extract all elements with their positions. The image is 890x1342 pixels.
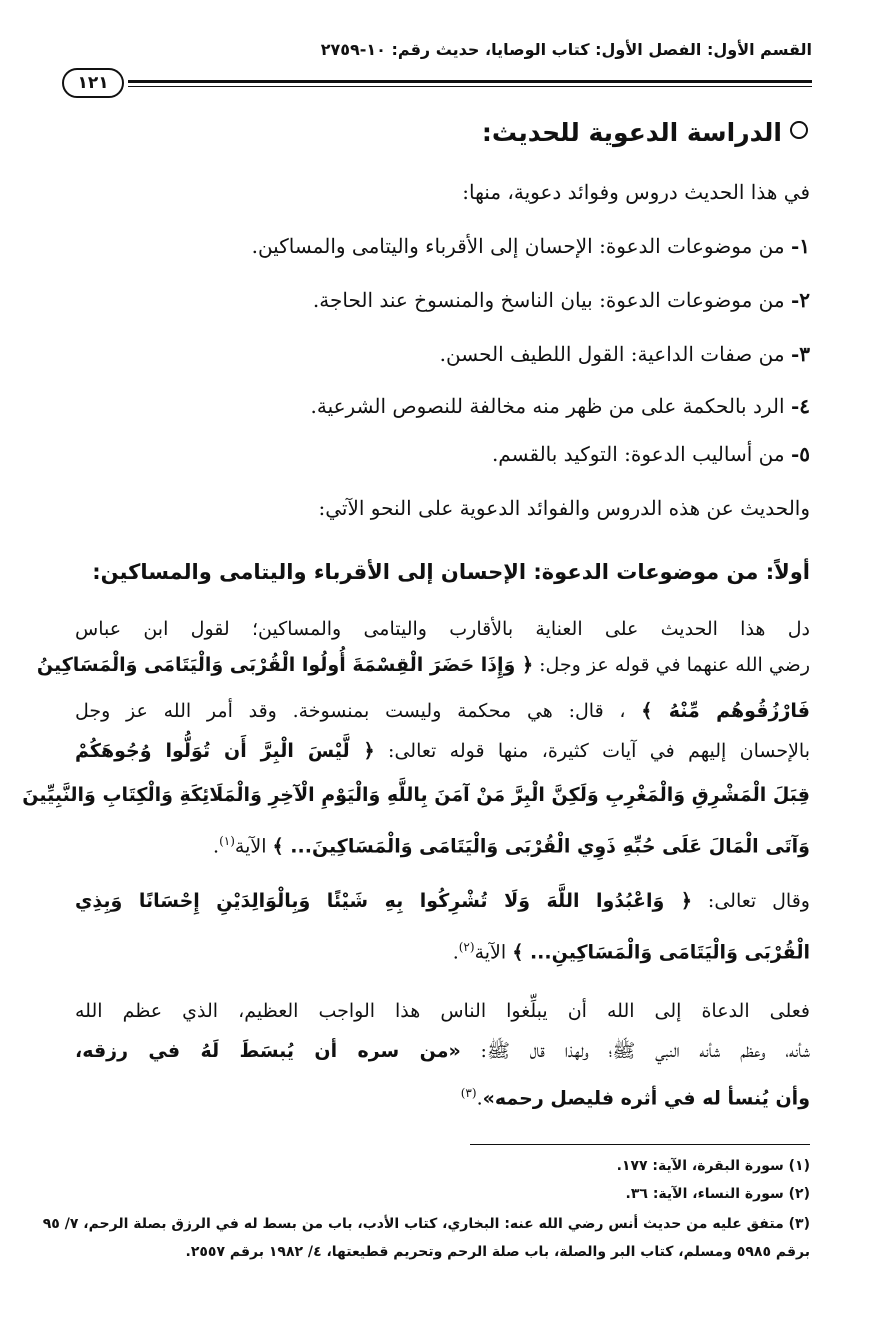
footnote-marker: (١)	[219, 834, 235, 848]
verse-ref-label: الآية	[474, 941, 507, 964]
list-item-number: ٢-	[790, 288, 810, 312]
para2-line2: الْقُرْبَى وَالْيَتَامَى وَالْمَسَاكِينِ... ﴾ الآية$^{(٢)}$.	[452, 940, 810, 964]
quran-verse: فَارْزُقُوهُم مِّنْهُ ﴾	[641, 700, 810, 722]
list-item-text: من صفات الداعية: القول اللطيف الحسن.	[439, 342, 785, 366]
list-item	[70, 342, 810, 366]
para3-line2-text: شأنه، وعظم شأنه النبي ﷺ؛ ولهذا قال ﷺ:	[480, 1040, 810, 1062]
footnote-marker: (٢)	[458, 940, 475, 954]
intro-line: في هذا الحديث دروس وفوائد دعوية، منها:	[462, 180, 810, 204]
footnote: (٣) متفق عليه من حديث أنس رضي الله عنه: البخاري، كتاب الأدب، باب من بسط له في الرزق بصلة الرحم، ٧/ ٩٥	[42, 1216, 810, 1232]
para1-line4	[75, 736, 810, 766]
list-item-number: ٤-	[790, 394, 810, 418]
para2-line1-text: وقال تعالى:	[707, 890, 810, 912]
quran-verse: ﴿ وَإِذَا حَضَرَ الْقِسْمَةَ أُولُوا الْقُرْبَى وَالْيَتَامَى وَالْمَسَاكِينُ	[36, 654, 534, 676]
footnote: (١) سورة البقرة، الآية: ١٧٧.	[616, 1158, 810, 1174]
list-item-text: الرد بالحكمة على من ظهر منه مخالفة للنصوص الشرعية.	[310, 394, 785, 418]
para2-line1	[75, 886, 810, 916]
para1-line3	[75, 696, 810, 726]
section-heading	[88, 118, 808, 147]
footnote-marker: (٣)	[460, 1086, 477, 1100]
page-number: ١٢١	[62, 68, 124, 98]
para1-line2-text: رضي الله عنهما في قوله عز وجل:	[539, 654, 810, 676]
quran-verse: ﴿ لَّيْسَ الْبِرَّ أَن تُوَلُّوا وُجُوهَكُمْ	[75, 740, 375, 762]
list-item-number: ١-	[790, 234, 810, 258]
header-rule-thin	[128, 86, 812, 87]
running-head: القسم الأول: الفصل الأول: كتاب الوصايا، حديث رقم: ١٠-٢٧٥٩	[320, 40, 812, 59]
list-item	[70, 394, 810, 418]
list-item-number: ٥-	[790, 442, 810, 466]
list-item-text: من أساليب الدعوة: التوكيد بالقسم.	[491, 442, 785, 466]
para3-line1: فعلى الدعاة إلى الله أن يبلِّغوا الناس هذا الواجب العظيم، الذي عظم الله	[75, 1000, 810, 1022]
list-item	[70, 442, 810, 466]
hadith-quote: «من سره أن يُبسَطَ لَهُ في رزقه،	[75, 1040, 461, 1062]
list-item-text: من موضوعات الدعوة: الإحسان إلى الأقرباء واليتامى والمساكين.	[251, 234, 785, 258]
verse-ref-label: الآية	[234, 835, 267, 858]
footnote: (٢) سورة النساء، الآية: ٣٦.	[625, 1186, 810, 1202]
para1-line2	[36, 650, 810, 680]
para1-line3-text: ، قال: هي محكمة وليست بمنسوخة. وقد أمر الله عز وجل	[75, 700, 626, 722]
footnote: برقم ٥٩٨٥ ومسلم، كتاب البر والصلة، باب صلة الرحم وتحريم قطيعتها، ٤/ ١٩٨٢ برقم ٢٥٥٧.	[185, 1244, 810, 1260]
list-item-text: من موضوعات الدعوة: بيان الناسخ والمنسوخ عند الحاجة.	[312, 288, 785, 312]
para3-line3: وأن يُنسأ له في أثره فليصل رحمه».$^{(٣)}$	[460, 1086, 810, 1110]
para3-line2	[75, 1036, 810, 1066]
list-item	[70, 288, 810, 312]
para1-line5	[22, 780, 810, 810]
section-heading-text: الدراسة الدعوية للحديث:	[481, 118, 782, 147]
quran-verse: ﴿ وَاعْبُدُوا اللَّهَ وَلَا تُشْرِكُوا بِهِ شَيْئًا وَبِالْوَالِدَيْنِ إِحْسَانًا وَبِذِي	[75, 890, 692, 912]
quran-verse: قِبَلَ الْمَشْرِقِ وَالْمَغْرِبِ وَلَكِنَّ الْبِرَّ مَنْ آمَنَ بِاللَّهِ وَالْيَوْمِ الْآخِرِ وَالْمَلَائِكَةِ وَالْكِتَابِ وَالنَّبِيِّينَ	[22, 784, 810, 806]
list-item-number: ٣-	[790, 342, 810, 366]
footnote-separator	[470, 1144, 810, 1145]
list-item	[70, 234, 810, 258]
para1-line4-text: بالإحسان إليهم في آيات كثيرة، منها قوله تعالى:	[388, 740, 810, 762]
quran-verse: الْقُرْبَى وَالْيَتَامَى وَالْمَسَاكِينِ... ﴾	[512, 941, 810, 964]
para1-line1: دل هذا الحديث على العناية بالأقارب واليتامى والمساكين؛ لقول ابن عباس	[75, 618, 810, 640]
hadith-quote: وأن يُنسأ له في أثره فليصل رحمه»	[482, 1087, 810, 1110]
quran-verse: وَآتَى الْمَالَ عَلَى حُبِّهِ ذَوِي الْقُرْبَى وَالْيَتَامَى وَالْمَسَاكِينَ... ﴾	[272, 835, 810, 858]
header-rule-thick	[128, 80, 812, 83]
subheading: أولاً: من موضوعات الدعوة: الإحسان إلى الأقرباء واليتامى والمساكين:	[92, 560, 810, 584]
transition-line: والحديث عن هذه الدروس والفوائد الدعوية على النحو الآتي:	[318, 496, 810, 520]
circle-bullet-icon	[790, 121, 808, 139]
para1-line6: وَآتَى الْمَالَ عَلَى حُبِّهِ ذَوِي الْقُرْبَى وَالْيَتَامَى وَالْمَسَاكِينَ... ﴾ الآية$^{(١)}$.	[213, 834, 810, 858]
